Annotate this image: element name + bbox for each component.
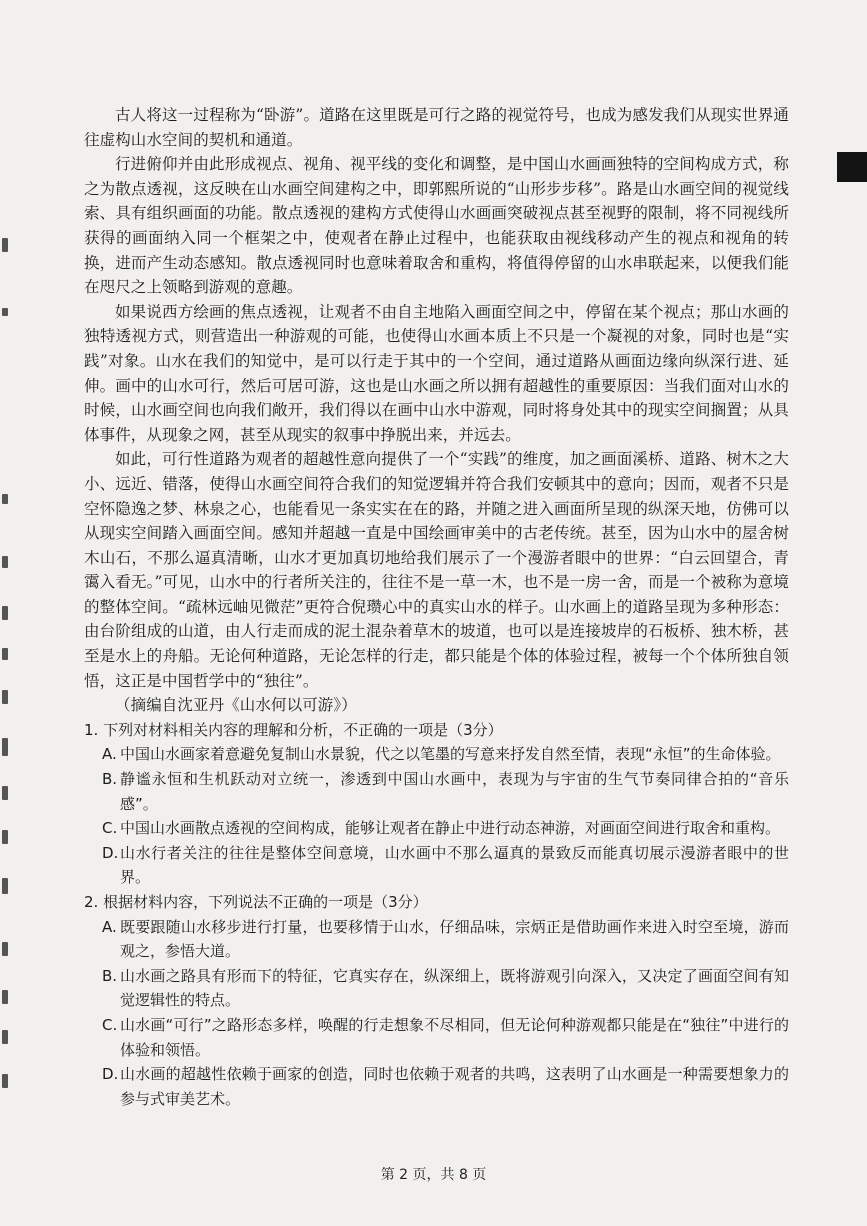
option-d[interactable] (84, 841, 789, 890)
option-letter: B. (102, 966, 118, 985)
margin-mark (2, 606, 8, 620)
option-text: 中国山水画家着意避免复制山水景貌，代之以笔墨的写意来抒发自然至情，表现“永恒”的生命体验。 (120, 745, 781, 764)
option-letter: D. (102, 843, 119, 862)
option-text: 山水画“可行”之路形态多样，唤醒的行走想象不尽相同，但无论何种游观都只能是在“独往”中进行的体验和领悟。 (120, 1015, 789, 1059)
left-margin-marks (0, 0, 14, 1226)
option-a[interactable] (84, 915, 789, 964)
margin-mark (2, 738, 8, 756)
passage-paragraph: 古人将这一过程称为“卧游”。道路在这里既是可行之路的视觉符号，也成为感发我们从现实世界通往虚构山水空间的契机和通道。 (84, 106, 789, 149)
question-stem: 2. 根据材料内容，下列说法不正确的一项是（3分） (84, 893, 428, 911)
option-c[interactable] (84, 1013, 789, 1062)
margin-mark (2, 878, 8, 894)
option-letter: C. (102, 1015, 118, 1034)
question-stem: 1. 下列对材料相关内容的理解和分析，不正确的一项是（3分） (84, 720, 503, 739)
option-text: 中国山水画散点透视的空间构成，能够让观者在静止中进行动态神游，对画面空间进行取舍和重构。 (120, 819, 781, 838)
margin-mark (2, 1074, 8, 1088)
option-letter: D. (102, 1065, 119, 1084)
margin-mark (2, 830, 8, 844)
option-d[interactable] (84, 1062, 789, 1111)
question-2 (84, 890, 789, 1111)
margin-mark (2, 238, 8, 252)
option-b[interactable] (84, 964, 789, 1013)
margin-mark (2, 786, 8, 800)
margin-mark (2, 308, 8, 316)
page-footer: 第 2 页，共 8 页 (380, 1167, 487, 1183)
passage-paragraph: 如果说西方绘画的焦点透视，让观者不由自主地陷入画面空间之中，停留在某个视点；那山水画的独特透视方式，则营造出一种游观的可能，也使得山水画本质上不只是一个凝视的对象，同时也是“实践”对象。山水在我们的知觉中，是可以行走于其中的一个空间，通过道路从画面边缘向纵深行进、延伸。画中的山水可行，然后可居可游，这也是山水画之所以拥有超越性的重要原因：当我们面对山水的时候，山水画空间也向我们敞开，我们得以在画中山水中游观，同时将身处其中的现实空间搁置；从具体事件，从现象之网，甚至从现实的叙事中挣脱出来，并远去。 (84, 302, 789, 444)
margin-mark (2, 648, 8, 660)
margin-mark (2, 990, 8, 1004)
option-text: 山水画的超越性依赖于画家的创造，同时也依赖于观者的共鸣，这表明了山水画是一种需要想象力的参与式审美艺术。 (120, 1065, 789, 1108)
option-text: 山水行者关注的往往是整体空间意境，山水画中不那么逼真的景致反而能真切展示漫游者眼中的世界。 (120, 843, 789, 887)
option-letter: A. (102, 745, 117, 764)
margin-mark (2, 690, 8, 704)
option-letter: C. (102, 819, 118, 838)
option-a[interactable] (84, 742, 789, 767)
option-text: 山水画之路具有形而下的特征，它真实存在，纵深细上，既将游观引向深入，又决定了画面空间有知觉逻辑性的特点。 (120, 966, 789, 1010)
option-text: 静谧永恒和生机跃动对立统一，渗透到中国山水画中，表现为与宇宙的生气节奏同律合拍的“音乐感”。 (120, 770, 789, 813)
option-letter: A. (102, 917, 117, 936)
option-text: 既要跟随山水移步进行打量，也要移情于山水，仔细品味，宗炳正是借助画作来进入时空至境，游而观之，参悟大道。 (120, 917, 789, 961)
option-c[interactable] (84, 816, 789, 841)
margin-mark (2, 556, 8, 568)
corner-tab-mark (837, 152, 867, 182)
margin-mark (2, 494, 8, 504)
option-b[interactable] (84, 767, 789, 816)
question-1 (84, 718, 789, 890)
margin-mark (2, 942, 8, 956)
passage-source: （摘编自沈亚丹《山水何以可游》） (115, 696, 357, 715)
margin-mark (2, 1030, 8, 1044)
passage-paragraph: 行进俯仰并由此形成视点、视角、视平线的变化和调整，是中国山水画画独特的空间构成方式，称之为散点透视，这反映在山水画空间建构之中，即郭熙所说的“山形步步移”。路是山水画空间的视觉线索、具有组织画面的功能。散点透视的建构方式使得山水画画突破视点甚至视野的限制，将不同视线所获得的画面纳入同一个框架之中，使观者在静止过程中，也能获取由视线移动产生的视点和视角的转换，进而产生动态感知。散点透视同时也意味着取舍和重构，将值得停留的山水串联起来，以便我们能在咫尺之上领略到游观的意趣。 (84, 155, 789, 297)
option-letter: B. (102, 770, 118, 789)
reading-passage (84, 103, 789, 718)
passage-paragraph: 如此，可行性道路为观者的超越性意向提供了一个“实践”的维度，加之画面溪桥、道路、树木之大小、远近、错落，使得山水画空间符合我们的知觉逻辑并符合我们安顿其中的意向；因而，观者不只是空怀隐逸之梦、林泉之心，也能看见一条实实在在的路，并随之进入画面所呈现的纵深天地，仿佛可以从现实空间踏入画面空间。感知并超越一直是中国绘画审美中的古老传统。甚至，因为山水中的屋舍树木山石，不那么逼真清晰，山水才更加真切地给我们展示了一个漫游者眼中的世界：“白云回望合，青霭入看无。”可见，山水中的行者所关注的，往往不是一草一木，也不是一房一舍，而是一个被称为意境的整体空间。“疏林远岫见微茫”更符合倪瓒心中的真实山水的样子。山水画上的道路呈现为多种形态：由台阶组成的山道，由人行走而成的泥土混杂着草木的坡道，也可以是连接坡岸的石板桥、独木桥，甚至是水上的舟船。无论何种道路，无论怎样的行走，都只能是个体的体验过程，被每一个个体所独自领悟，这正是中国哲学中的“独往”。 (84, 450, 789, 690)
page-content (84, 103, 789, 1111)
